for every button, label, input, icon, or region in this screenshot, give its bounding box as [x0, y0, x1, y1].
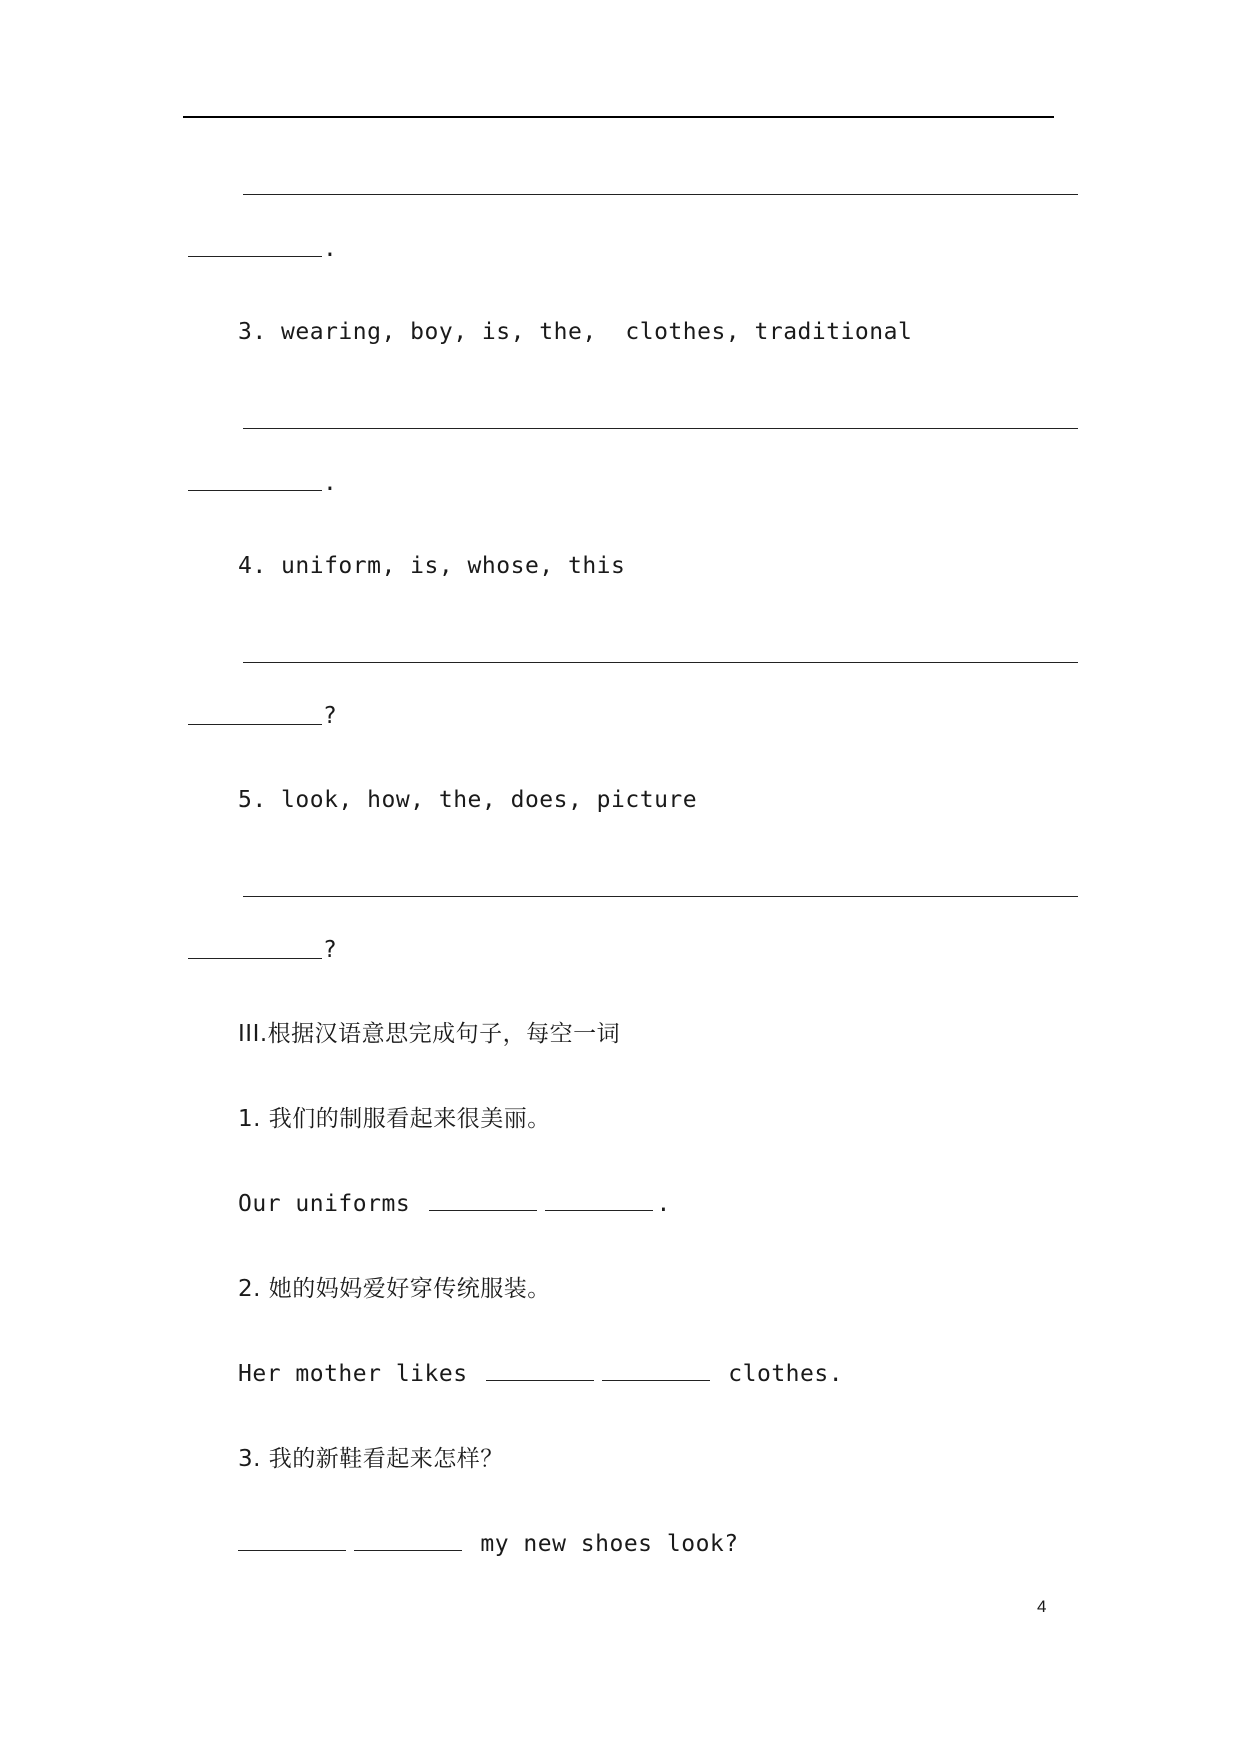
- sentence-end: my new shoes look?: [480, 1531, 739, 1557]
- end-punctuation: .: [323, 236, 337, 262]
- word-blank: [602, 1360, 710, 1381]
- section-3-item-3-chinese: 3. 我的新鞋看起来怎样？: [238, 1446, 504, 1472]
- word-blank: [486, 1360, 594, 1381]
- section-3-item-2-chinese: 2. 她的妈妈爱好穿传统服装。: [238, 1276, 551, 1302]
- question-4-words: 4. uniform, is, whose, this: [238, 553, 626, 579]
- end-punctuation: ?: [323, 937, 337, 963]
- sentence-start: Our uniforms: [238, 1191, 411, 1217]
- section-3-item-3-english: [238, 1529, 739, 1559]
- question-5-words: 5. look, how, the, does, picture: [238, 787, 698, 813]
- word-blank: [238, 1530, 346, 1551]
- end-punctuation: .: [323, 470, 337, 496]
- answer-blank-line: [188, 256, 322, 257]
- sentence-end: clothes.: [728, 1361, 844, 1387]
- sentence-start: Her mother likes: [238, 1361, 468, 1387]
- section-3-item-1-chinese: 1. 我们的制服看起来很美丽。: [238, 1106, 551, 1132]
- page-number: 4: [1037, 1597, 1047, 1616]
- word-blank: [354, 1530, 462, 1551]
- end-punctuation: ?: [323, 703, 337, 729]
- answer-blank-line: [188, 724, 322, 725]
- answer-blank-line: [243, 194, 1078, 195]
- word-blank: [429, 1190, 537, 1211]
- question-3-words: 3. wearing, boy, is, the, clothes, traditional: [238, 319, 913, 345]
- section-3-heading: III.根据汉语意思完成句子，每空一词: [238, 1021, 621, 1047]
- word-blank: [545, 1190, 653, 1211]
- answer-blank-line: [188, 958, 322, 959]
- section-3-item-2-english: [238, 1359, 843, 1389]
- section-3-item-1-english: [238, 1189, 671, 1219]
- answer-blank-line: [243, 428, 1078, 429]
- answer-blank-line: [188, 490, 322, 491]
- sentence-end: .: [656, 1191, 671, 1217]
- header-rule: [183, 116, 1054, 118]
- answer-blank-line: [243, 896, 1078, 897]
- answer-blank-line: [243, 662, 1078, 663]
